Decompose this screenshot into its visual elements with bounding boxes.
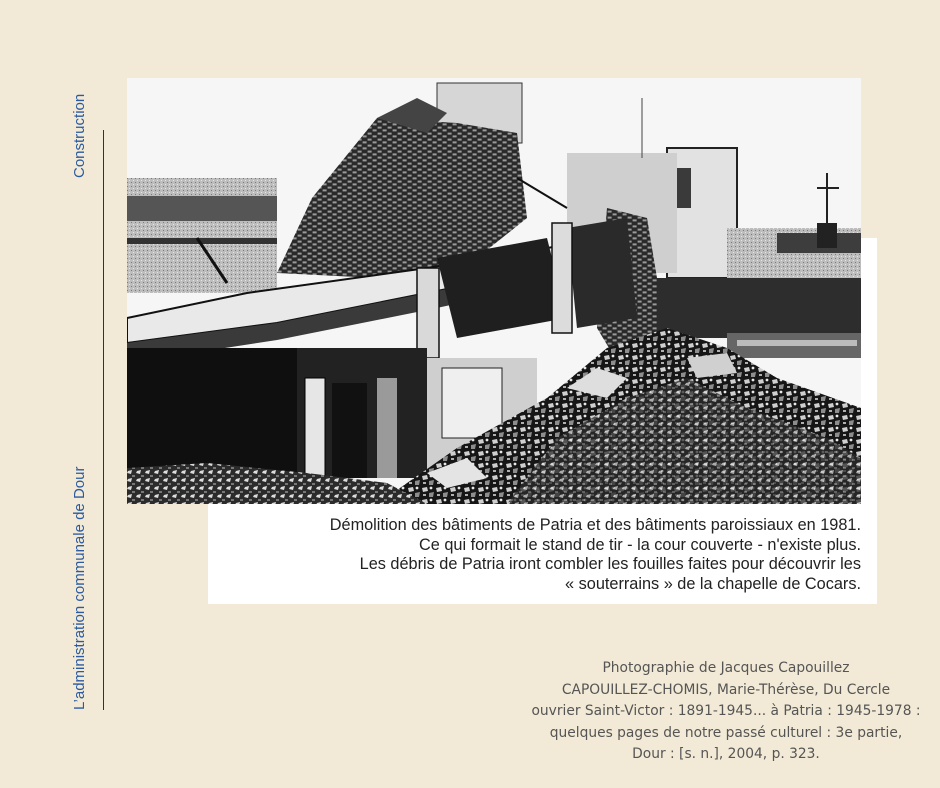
credit-line: CAPOUILLEZ-CHOMIS, Marie-Thérèse, Du Cercle bbox=[561, 681, 891, 698]
photo-credits bbox=[512, 658, 940, 766]
caption-line: Démolition des bâtiments de Patria et des bâtiments paroissiaux en 1981. bbox=[329, 516, 861, 534]
caption-line: Ce qui formait le stand de tir - la cour couverte - n'existe plus. bbox=[419, 535, 861, 554]
photo-caption bbox=[208, 516, 861, 595]
credit-line: quelques pages de notre passé culturel : 3e partie, bbox=[549, 724, 903, 741]
credit-line: ouvrier Saint-Victor : 1891-1945... à Patria : 1945-1978 : bbox=[531, 703, 921, 720]
section-label-administration: L’administration communale de Dour bbox=[71, 466, 88, 710]
caption-line: « souterrains » de la chapelle de Cocars. bbox=[565, 575, 861, 594]
vertical-divider bbox=[103, 130, 104, 710]
section-label-construction: Construction bbox=[71, 93, 88, 178]
caption-line: Les débris de Patria iront combler les fouilles faites pour découvrir les bbox=[359, 555, 861, 574]
credit-line: Photographie de Jacques Capouillez bbox=[602, 660, 850, 676]
credit-line: Dour : [s. n.], 2004, p. 323. bbox=[632, 746, 820, 763]
demolition-photo bbox=[127, 78, 861, 504]
